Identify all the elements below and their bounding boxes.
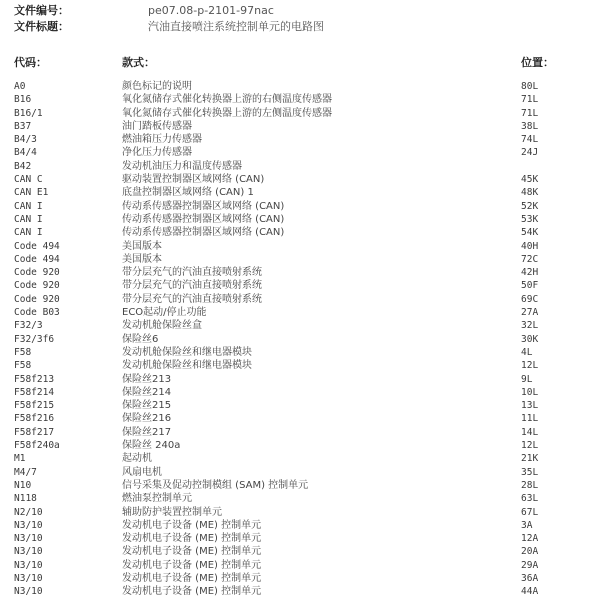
component-description: 信号采集及促动控制模组 (SAM) 控制单元: [122, 479, 309, 491]
component-code: B42: [14, 160, 32, 172]
document-number-value: pe07.08-p-2101-97nac: [148, 4, 274, 17]
component-position: 38L: [521, 120, 539, 132]
list-item: [0, 226, 601, 239]
component-code: B16: [14, 94, 32, 106]
list-item: [0, 386, 601, 399]
component-code: CAN I: [14, 227, 43, 239]
list-item: [0, 319, 601, 332]
component-code: M4/7: [14, 466, 37, 478]
list-item: [0, 200, 601, 213]
component-code: N2/10: [14, 506, 43, 518]
list-item: [0, 240, 601, 253]
component-code: B16/1: [14, 107, 43, 119]
list-item: [0, 93, 601, 106]
list-item: [0, 399, 601, 412]
list-item: [0, 213, 601, 226]
component-code: N118: [14, 493, 37, 505]
component-position: 80L: [521, 81, 539, 92]
component-code: F32/3f6: [14, 333, 55, 345]
component-position: 54K: [521, 227, 539, 239]
list-item: [0, 479, 601, 492]
component-position: 4L: [521, 346, 533, 358]
component-position: 10L: [521, 386, 539, 398]
document-title-value: 汽油直接喷注系统控制单元的电路图: [148, 20, 324, 33]
list-item: [0, 333, 601, 346]
list-item: [0, 160, 601, 173]
document-title-label: 文件标题：: [14, 20, 69, 33]
list-item: [0, 506, 601, 519]
list-item: [0, 412, 601, 425]
component-position: 12L: [521, 360, 539, 372]
component-position: 24J: [521, 147, 539, 159]
component-description: 发动机电子设备 (ME) 控制单元: [122, 533, 262, 545]
component-description: 保险丝213: [122, 373, 172, 385]
component-code: N3/10: [14, 586, 43, 598]
list-item: [0, 120, 601, 133]
component-code: CAN C: [14, 174, 43, 186]
component-position: 13L: [521, 400, 539, 412]
component-description: 带分层充气的汽油直接喷射系统: [122, 267, 262, 279]
component-code: F58f214: [14, 386, 55, 398]
component-description: 油门踏板传感器: [122, 120, 192, 132]
component-description: 发动机油压力和温度传感器: [122, 160, 242, 172]
list-item: [0, 306, 601, 319]
component-code: N3/10: [14, 519, 43, 531]
component-code: F58: [14, 346, 32, 358]
component-description: 带分层充气的汽油直接喷射系统: [122, 280, 262, 292]
list-item: [0, 519, 601, 532]
component-description: 氧化氮储存式催化转换器上游的左侧温度传感器: [122, 107, 332, 119]
component-description: 发动机电子设备 (ME) 控制单元: [122, 519, 262, 531]
list-item: [0, 545, 601, 558]
component-position: 72C: [521, 253, 539, 265]
component-description: 氧化氮储存式催化转换器上游的右侧温度传感器: [122, 94, 332, 106]
component-code: N3/10: [14, 572, 43, 584]
component-code: M1: [14, 453, 26, 465]
component-description: 保险丝6: [122, 333, 159, 345]
list-item: [0, 107, 601, 120]
list-item: [0, 466, 601, 479]
component-position: 3A: [521, 519, 533, 531]
component-description: 带分层充气的汽油直接喷射系统: [122, 293, 262, 305]
column-header-position: 位置：: [521, 56, 554, 69]
component-position: 50F: [521, 280, 539, 292]
component-list: [0, 80, 601, 599]
component-code: CAN I: [14, 200, 43, 212]
list-item: [0, 146, 601, 159]
component-position: 45K: [521, 174, 539, 186]
component-description: 起动机: [122, 453, 152, 465]
list-item: [0, 532, 601, 545]
component-code: Code 920: [14, 280, 60, 292]
list-item: [0, 426, 601, 439]
component-position: 14L: [521, 426, 539, 438]
component-description: 传动系传感器控制器区域网络 (CAN): [122, 200, 285, 212]
column-header-description: 款式：: [122, 56, 155, 69]
component-description: 燃油箱压力传感器: [122, 134, 202, 146]
component-code: Code 494: [14, 240, 60, 252]
component-code: B4/4: [14, 147, 37, 159]
component-code: F58f213: [14, 373, 55, 385]
list-item: [0, 359, 601, 372]
component-description: 净化压力传感器: [122, 147, 192, 159]
component-position: 9L: [521, 373, 533, 385]
list-item: [0, 492, 601, 505]
component-position: 52K: [521, 200, 539, 212]
component-description: 发动机电子设备 (ME) 控制单元: [122, 546, 262, 558]
component-description: 燃油泵控制单元: [122, 493, 192, 505]
document-number-label: 文件编号：: [14, 4, 69, 17]
component-description: 颜色标记的说明: [122, 81, 192, 92]
component-description: 美国版本: [122, 253, 162, 265]
list-item: [0, 133, 601, 146]
component-position: 74L: [521, 134, 539, 146]
component-position: 29A: [521, 559, 539, 571]
list-item: [0, 439, 601, 452]
component-code: F58f240a: [14, 440, 60, 452]
component-position: 67L: [521, 506, 539, 518]
component-code: N10: [14, 479, 32, 491]
component-position: 44A: [521, 586, 539, 598]
component-position: 20A: [521, 546, 539, 558]
list-item: [0, 452, 601, 465]
component-description: 发动机电子设备 (ME) 控制单元: [122, 559, 262, 571]
component-position: 69C: [521, 293, 539, 305]
component-position: 12L: [521, 440, 539, 452]
component-description: 发动机舱保险丝盒: [122, 320, 202, 332]
component-code: F58f216: [14, 413, 55, 425]
component-description: 发动机舱保险丝和继电器模块: [122, 360, 252, 372]
component-code: CAN I: [14, 213, 43, 225]
component-code: Code 494: [14, 253, 60, 265]
component-description: 发动机电子设备 (ME) 控制单元: [122, 586, 262, 598]
list-item: [0, 293, 601, 306]
list-item: [0, 253, 601, 266]
component-position: 21K: [521, 453, 539, 465]
component-code: B4/3: [14, 134, 37, 146]
component-code: F58f215: [14, 400, 55, 412]
component-code: N3/10: [14, 546, 43, 558]
component-position: 48K: [521, 187, 539, 199]
component-description: 保险丝216: [122, 413, 172, 425]
component-code: Code 920: [14, 293, 60, 305]
component-description: 传动系传感器控制器区域网络 (CAN): [122, 227, 285, 239]
component-position: 28L: [521, 479, 539, 491]
list-item: [0, 279, 601, 292]
component-position: 30K: [521, 333, 539, 345]
component-position: 32L: [521, 320, 539, 332]
component-description: 保险丝217: [122, 426, 172, 438]
component-code: CAN E1: [14, 187, 49, 199]
list-item: [0, 173, 601, 186]
component-description: 风扇电机: [122, 466, 162, 478]
component-position: 27A: [521, 307, 539, 319]
component-description: 美国版本: [122, 240, 162, 252]
component-code: Code B03: [14, 307, 60, 319]
component-code: F58f217: [14, 426, 55, 438]
list-item: [0, 585, 601, 598]
list-item: [0, 572, 601, 585]
component-position: 40H: [521, 240, 539, 252]
component-code: N3/10: [14, 559, 43, 571]
component-code: A0: [14, 81, 26, 92]
component-description: 辅助防护装置控制单元: [122, 506, 222, 518]
component-position: 42H: [521, 267, 539, 279]
list-item: [0, 559, 601, 572]
column-header-code: 代码：: [14, 56, 47, 69]
component-code: F32/3: [14, 320, 43, 332]
list-item: [0, 266, 601, 279]
component-position: 71L: [521, 107, 539, 119]
component-position: 36A: [521, 572, 539, 584]
component-description: 驱动装置控制器区域网络 (CAN): [122, 174, 265, 186]
component-description: 底盘控制器区域网络 (CAN) 1: [122, 187, 254, 199]
component-position: 12A: [521, 533, 539, 545]
component-code: B37: [14, 120, 32, 132]
list-item: [0, 346, 601, 359]
component-description: 发动机电子设备 (ME) 控制单元: [122, 572, 262, 584]
component-position: 53K: [521, 213, 539, 225]
list-item: [0, 186, 601, 199]
component-description: 发动机舱保险丝和继电器模块: [122, 346, 252, 358]
component-description: ECO起动/停止功能: [122, 307, 207, 319]
component-code: N3/10: [14, 533, 43, 545]
component-description: 保险丝215: [122, 400, 172, 412]
component-description: 传动系传感器控制器区域网络 (CAN): [122, 213, 285, 225]
component-description: 保险丝214: [122, 386, 172, 398]
component-position: 35L: [521, 466, 539, 478]
component-code: F58: [14, 360, 32, 372]
component-description: 保险丝 240a: [122, 440, 181, 452]
list-item: [0, 373, 601, 386]
component-position: 11L: [521, 413, 539, 425]
component-position: 63L: [521, 493, 539, 505]
component-code: Code 920: [14, 267, 60, 279]
component-position: 71L: [521, 94, 539, 106]
list-item: [0, 80, 601, 93]
